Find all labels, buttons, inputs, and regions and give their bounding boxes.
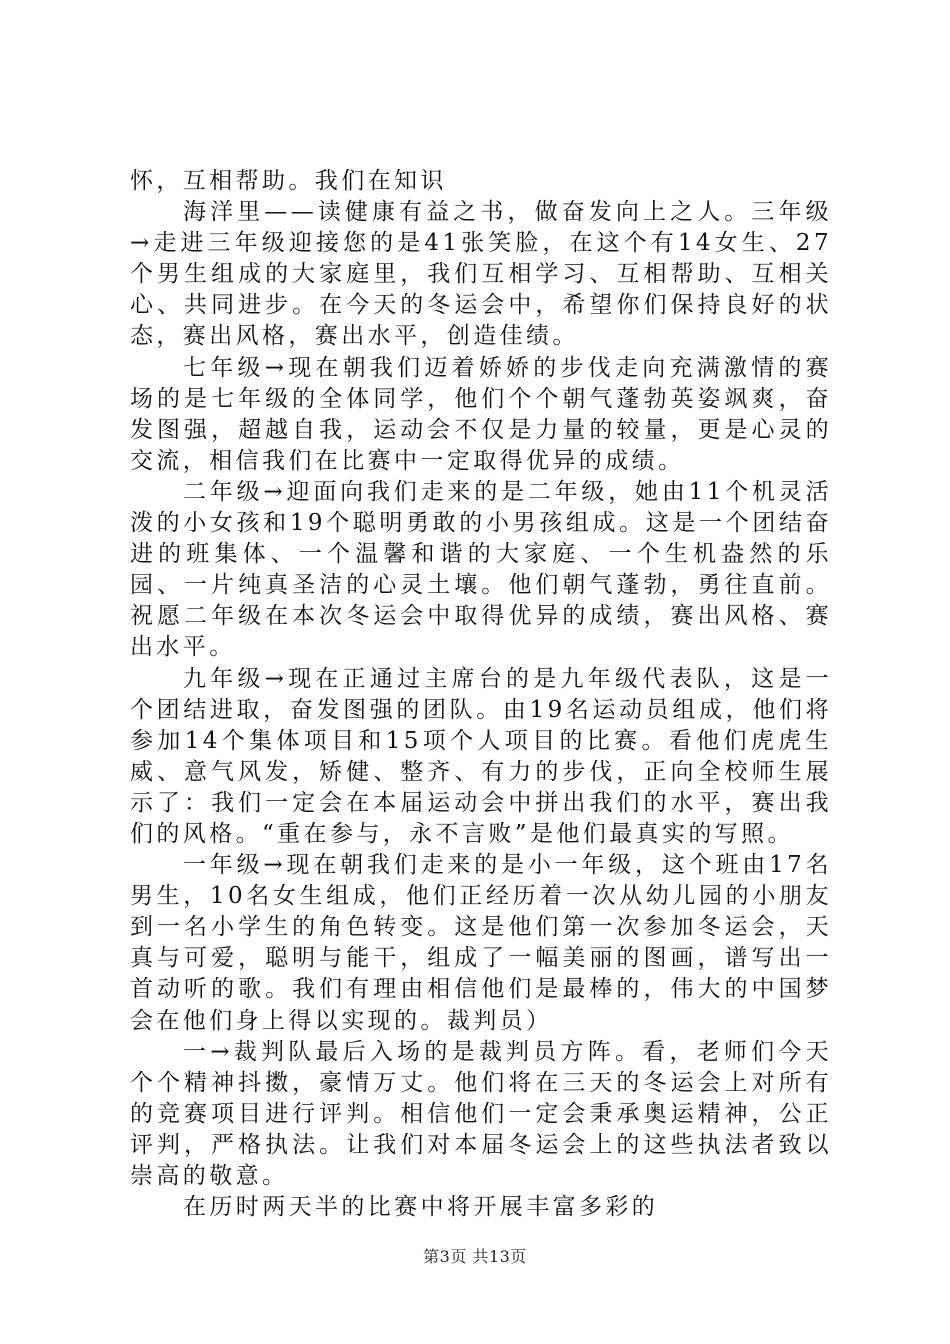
paragraph-grade-one: 一年级→现在朝我们走来的是小一年级，这个班由17名男生，10名女生组成，他们正经历着一次从幼儿园的小朋友到一名小学生的角色转变。这是他们第一次参加冬运会，天真与可爱，聪明与能干，组成了一幅美丽的图画，谱写出一首动听的歌。我们有理由相信他们是最棒的，伟大的中国梦会在他们身上得以实现的。裁判员） xyxy=(130,852,832,1034)
document-body xyxy=(130,166,832,1223)
paragraph-closing: 在历时两天半的比赛中将开展丰富多彩的 xyxy=(183,1194,659,1221)
paragraph-referees: 一→裁判队最后入场的是裁判员方阵。看，老师们今天个个精神抖擞，豪情万丈。他们将在三天的冬运会上对所有的竞赛项目进行评判。相信他们一定会秉承奥运精神，公正评判，严格执法。让我们对本届冬运会上的这些执法者致以崇高的敬意。 xyxy=(130,1038,832,1189)
paragraph-continuation: 怀，互相帮助。我们在知识 xyxy=(130,168,447,194)
paragraph-grade-two: 二年级→迎面向我们走来的是二年级，她由11个机灵活泼的小女孩和19个聪明勇敢的小男孩组成。这是一个团结奋进的班集体、一个温馨和谐的大家庭、一个生机盎然的乐园、一片纯真圣洁的心灵土壤。他们朝气蓬勃，勇往直前。祝愿二年级在本次冬运会中取得优异的成绩，赛出风格、赛出水平。 xyxy=(130,478,832,661)
paragraph-grade-seven: 七年级→现在朝我们迈着娇娇的步伐走向充满激情的赛场的是七年级的全体同学，他们个个朝气蓬勃英姿飒爽，奋发图强，超越自我，运动会不仅是力量的较量，更是心灵的交流，相信我们在比赛中一定取得优异的成绩。 xyxy=(130,354,832,474)
paragraph-grade-three: 海洋里——读健康有益之书，做奋发向上之人。三年级→走进三年级迎接您的是41张笑脸，在这个有14女生、27个男生组成的大家庭里，我们互相学习、互相帮助、互相关心、共同进步。在今天的冬运会中，希望你们保持良好的状态，赛出风格，赛出水平，创造佳绩。 xyxy=(130,199,832,350)
paragraph-grade-nine: 九年级→现在正通过主席台的是九年级代表队，这是一个团结进取，奋发图强的团队。由19名运动员组成，他们将参加14个集体项目和15项个人项目的比赛。看他们虎虎生威、意气风发，矫健、整齐、有力的步伐，正向全校师生展示了：我们一定会在本届运动会中拼出我们的水平，赛出我们的风格。“重在参与，永不言败”是他们最真实的写照。 xyxy=(130,665,832,847)
page-number-footer: 第3页 共13页 xyxy=(423,1247,527,1266)
